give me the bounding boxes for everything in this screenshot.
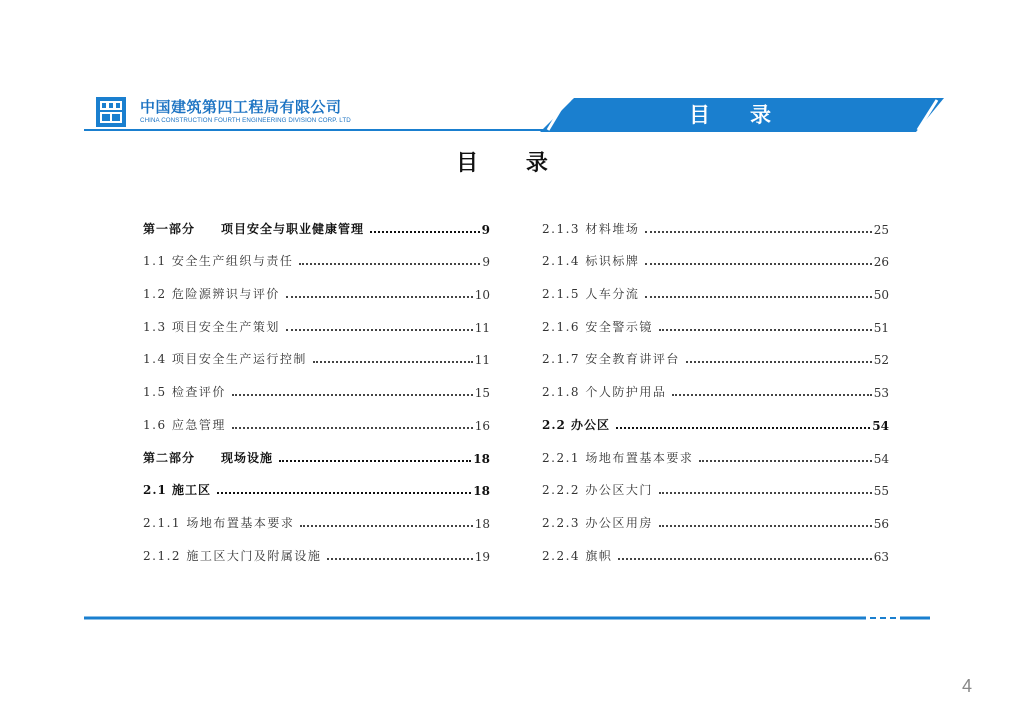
toc-entry-label: 2.1.6 安全警示镜	[542, 319, 653, 334]
toc-entry-label: 2.1.3 材料堆场	[542, 221, 640, 236]
toc-entry-page: 11	[474, 320, 490, 335]
toc-leader-dots	[217, 492, 471, 494]
toc-leader-dots	[286, 329, 473, 331]
toc-entry-label: 1.3 项目安全生产策划	[143, 319, 280, 334]
toc-entry-page: 18	[473, 451, 490, 466]
toc-entry-page: 26	[873, 255, 889, 270]
toc-leader-dots	[686, 361, 872, 363]
toc-entry[interactable]	[542, 533, 889, 566]
toc-leader-dots	[327, 558, 472, 560]
toc-leader-dots	[313, 361, 473, 363]
toc-leader-dots	[300, 525, 472, 527]
toc-entry[interactable]	[143, 304, 490, 337]
toc-column-right	[542, 206, 889, 566]
company-logo-icon	[96, 97, 126, 127]
toc-entry[interactable]	[143, 468, 490, 501]
toc-leader-dots	[645, 296, 871, 298]
toc-leader-dots	[672, 394, 871, 396]
toc-entry-label: 2.1.5 人车分流	[542, 287, 640, 302]
toc-entry-label: 1.4 项目安全生产运行控制	[143, 352, 307, 367]
toc-entry-label: 2.2.1 场地布置基本要求	[542, 450, 694, 465]
toc-entry-label: 1.2 危险源辨识与评价	[143, 287, 280, 302]
toc-entry[interactable]	[143, 435, 490, 468]
toc-entry[interactable]	[143, 500, 490, 533]
toc-leader-dots	[659, 525, 872, 527]
toc-leader-dots	[232, 394, 473, 396]
toc-leader-dots	[370, 231, 480, 233]
toc-entry-page: 18	[474, 516, 490, 531]
toc-entry-page: 56	[873, 516, 889, 531]
toc-entry-label: 2.1.8 个人防护用品	[542, 385, 667, 400]
toc-leader-dots	[645, 263, 871, 265]
toc-leader-dots	[659, 492, 872, 494]
toc-entry[interactable]	[542, 369, 889, 402]
toc-entry-page: 19	[474, 549, 490, 564]
banner-title: 目录	[689, 103, 811, 127]
toc-leader-dots	[232, 427, 473, 429]
toc-entry[interactable]	[542, 500, 889, 533]
page-number: 4	[961, 676, 972, 696]
toc-entry-page: 15	[474, 386, 490, 401]
toc-leader-dots	[279, 460, 471, 462]
page-header	[0, 0, 1024, 140]
toc-entry[interactable]	[143, 337, 490, 370]
toc-entry-page: 53	[873, 386, 889, 401]
toc-entry-page: 51	[873, 320, 889, 335]
page-title: 目 录	[456, 150, 568, 176]
toc-entry-page: 10	[474, 288, 490, 303]
toc-entry[interactable]	[143, 206, 490, 239]
company-name-cn: 中国建筑第四工程局有限公司	[140, 98, 342, 116]
toc-entry-page: 50	[873, 288, 889, 303]
toc-entry-label: 2.2.3 办公区用房	[542, 515, 653, 530]
toc-entry-page: 18	[473, 484, 490, 499]
toc-entry-label: 2.1 施工区	[143, 483, 212, 498]
toc-entry-page: 9	[482, 255, 490, 270]
toc-leader-dots	[618, 558, 871, 560]
toc-entry[interactable]	[542, 435, 889, 468]
toc-entry-label: 2.2 办公区	[542, 417, 611, 432]
toc-entry-label: 2.2.2 办公区大门	[542, 483, 653, 498]
toc-leader-dots	[299, 263, 480, 265]
toc-entry-label: 2.2.4 旗帜	[542, 548, 613, 563]
toc-entry[interactable]	[143, 369, 490, 402]
toc-entry-page: 55	[873, 484, 889, 499]
toc-entry[interactable]	[542, 206, 889, 239]
toc-entry[interactable]	[542, 239, 889, 272]
toc-entry-label: 1.1 安全生产组织与责任	[143, 254, 294, 269]
toc-entry-label: 第二部分 现场设施	[143, 450, 274, 465]
toc-entry-page: 54	[872, 418, 889, 433]
toc-leader-dots	[286, 296, 473, 298]
toc-leader-dots	[659, 329, 872, 331]
toc-entry-label: 第一部分 项目安全与职业健康管理	[143, 221, 365, 236]
toc-entry-page: 9	[481, 222, 490, 237]
toc-leader-dots	[645, 231, 871, 233]
toc-entry-page: 11	[474, 353, 490, 368]
toc-entry-label: 1.6 应急管理	[143, 417, 226, 432]
toc-entry-label: 1.5 检查评价	[143, 385, 226, 400]
toc-entry-label: 2.1.1 场地布置基本要求	[143, 515, 295, 530]
toc-entry-label: 2.1.4 标识标牌	[542, 254, 640, 269]
toc-entry[interactable]	[542, 304, 889, 337]
toc-entry-label: 2.1.7 安全教育讲评台	[542, 352, 680, 367]
company-name-en: CHINA CONSTRUCTION FOURTH ENGINEERING DIVISION CORP. LTD	[140, 117, 351, 124]
toc-column-left	[143, 206, 490, 566]
toc-entry[interactable]	[542, 468, 889, 501]
toc-leader-dots	[616, 427, 870, 429]
toc-entry[interactable]	[143, 239, 490, 272]
toc-entry-page: 25	[873, 222, 889, 237]
toc-entry[interactable]	[542, 337, 889, 370]
toc-entry[interactable]	[143, 533, 490, 566]
toc-entry[interactable]	[542, 271, 889, 304]
toc-entry[interactable]	[143, 271, 490, 304]
toc-entry-page: 54	[873, 451, 889, 466]
toc-entry-label: 2.1.2 施工区大门及附属设施	[143, 548, 322, 563]
toc-entry-page: 52	[873, 353, 889, 368]
toc-entry[interactable]	[542, 402, 889, 435]
toc-entry-page: 63	[873, 549, 889, 564]
toc-entry-page: 16	[474, 418, 490, 433]
toc-entry[interactable]	[143, 402, 490, 435]
toc-leader-dots	[699, 460, 871, 462]
